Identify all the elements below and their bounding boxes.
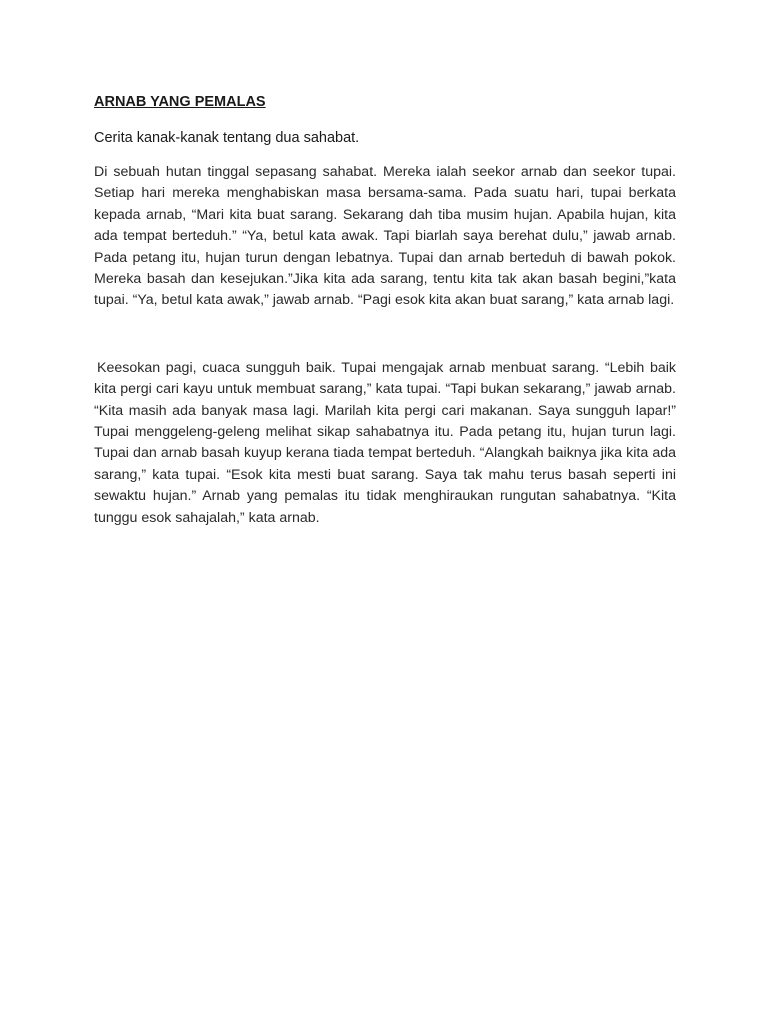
document-subtitle: Cerita kanak-kanak tentang dua sahabat. <box>94 130 360 146</box>
document-title: ARNAB YANG PEMALAS <box>94 94 266 110</box>
paragraph-1: Di sebuah hutan tinggal sepasang sahabat. Mereka ialah seekor arnab dan seekor tupai. Setiap hari mereka menghabiskan masa bersama-sama. Pada suatu hari, tupai berkata kepada arnab, “Mari kita buat sarang. Sekarang dah tiba musim hujan. Apabila hujan, kita ada tempat berteduh.” “Ya, betul kata awak. Tapi biarlah saya berehat dulu,” jawab arnab. Pada petang itu, hujan turun dengan lebatnya. Tupai dan arnab berteduh di bawah pokok. Mereka basah dan kesejukan.”Jika kita ada sarang, tentu kita tak akan basah begini,”kata tupai. “Ya, betul kata awak,” jawab arnab. “Pagi esok kita akan buat sarang,” kata arnab lagi. <box>94 164 676 309</box>
document-page <box>94 92 676 529</box>
paragraph-2: Keesokan pagi, cuaca sungguh baik. Tupai mengajak arnab menbuat sarang. “Lebih baik kita pergi cari kayu untuk membuat sarang,” kata tupai. “Tapi bukan sekarang,” jawab arnab. “Kita masih ada banyak masa lagi. Marilah kita pergi cari makanan. Saya sungguh lapar!” Tupai menggeleng-geleng melihat sikap sahabatnya itu. Pada petang itu, hujan turun lagi. Tupai dan arnab basah kuyup kerana tiada tempat berteduh. “Alangkah baiknya jika kita ada sarang,” kata tupai. “Esok kita mesti buat sarang. Saya tak mahu terus basah seperti ini sewaktu hujan.” Arnab yang pemalas itu tidak menghiraukan rungutan sahabatnya. “Kita tunggu esok sahajalah,” kata arnab. <box>94 359 676 526</box>
